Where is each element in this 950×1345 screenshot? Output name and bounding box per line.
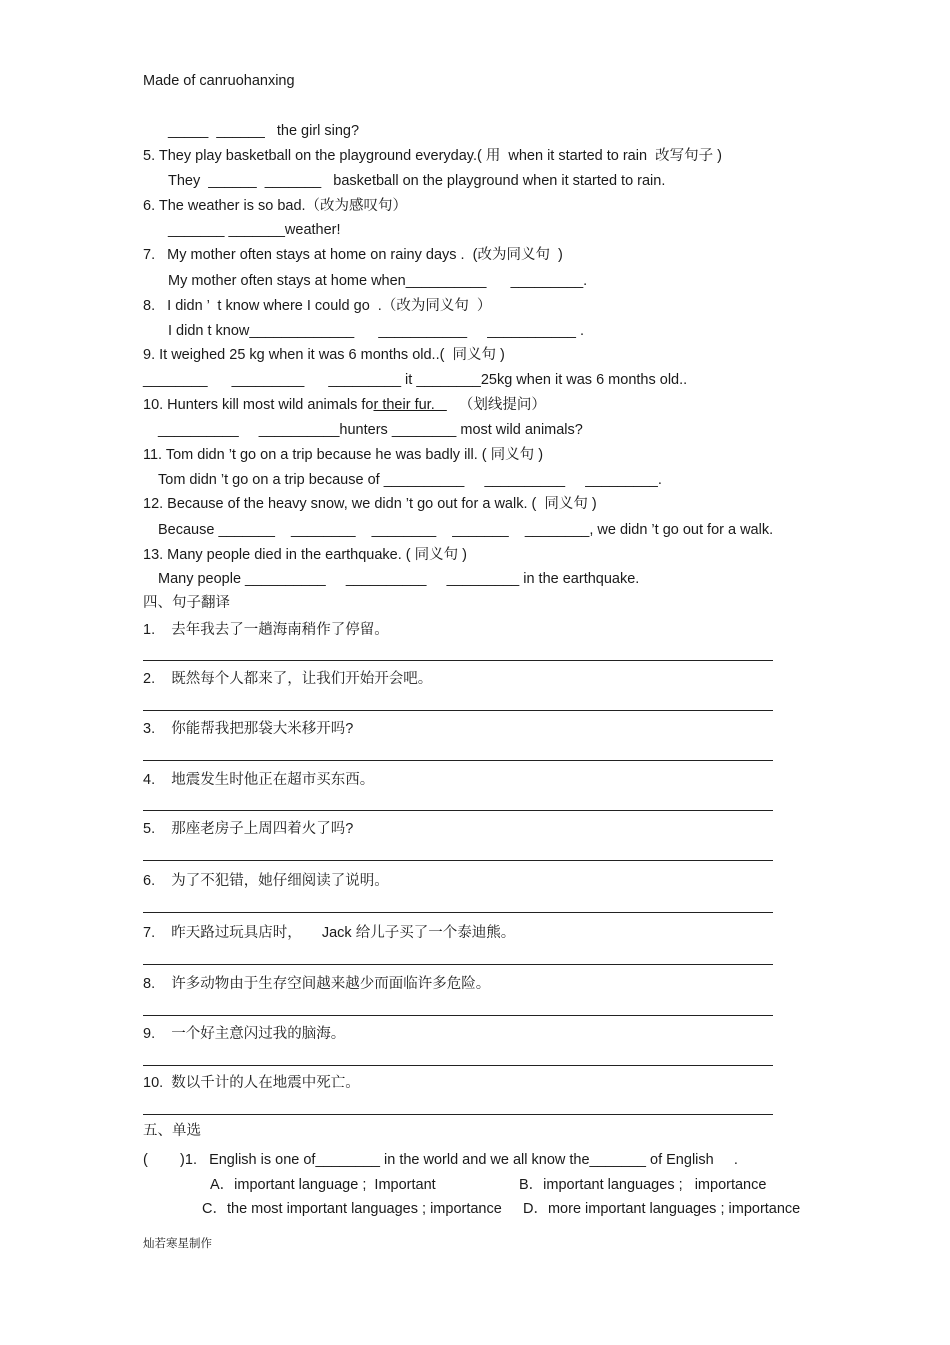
rewrite-line: _______ _______weather!: [168, 222, 341, 238]
mcq-option-a: A．important language ; Important: [210, 1177, 436, 1193]
rewrite-line: 11. Tom didn ’t go on a trip because he was badly ill. ( 同义句 ): [143, 447, 544, 463]
rewrite-line: 7. My mother often stays at home on rainy days . (改为同义句 ): [143, 247, 563, 263]
q10-instruction: （划线提问）: [446, 397, 546, 413]
rewrite-line: ________ _________ _________ it ________25kg when it was 6 months old..: [143, 372, 688, 388]
answer-line: [143, 710, 773, 711]
translation-item: 5. 那座老房子上周四着火了吗?: [143, 821, 354, 837]
mcq-question: ( )1. English is one of________ in the world and we all know the_______ of English .: [143, 1152, 738, 1168]
translation-item: 7. 昨天路过玩具店时， Jack 给儿子买了一个泰迪熊。: [143, 925, 516, 941]
rewrite-line: Tom didn ’t go on a trip because of __________ __________ _________.: [158, 472, 662, 488]
answer-line: [143, 1015, 773, 1016]
answer-line: [143, 1065, 773, 1066]
translation-item: 3. 你能帮我把那袋大米移开吗?: [143, 721, 354, 737]
section-heading: 四、句子翻译: [143, 595, 230, 611]
page-footer: 灿若寒星制作: [143, 1238, 212, 1250]
page-header: Made of canruohanxing: [143, 73, 295, 89]
answer-line: [143, 860, 773, 861]
q10-underlined-phrase: r their fur.: [373, 397, 447, 413]
translation-item: 10. 数以千计的人在地震中死亡。: [143, 1075, 360, 1091]
rewrite-line: 12. Because of the heavy snow, we didn ’t go out for a walk. ( 同义句 ): [143, 496, 597, 512]
translation-item: 1. 去年我去了一趟海南稍作了停留。: [143, 622, 389, 638]
rewrite-line: 9. It weighed 25 kg when it was 6 months old..( 同义句 ): [143, 347, 505, 363]
answer-line: [143, 912, 773, 913]
rewrite-line: 8. I didn ’ t know where I could go .（改为同义句 ）: [143, 298, 492, 314]
rewrite-line: __________ __________hunters ________ most wild animals?: [158, 422, 583, 438]
translation-item: 8. 许多动物由于生存空间越来越少而面临许多危险。: [143, 976, 491, 992]
answer-line: [143, 1114, 773, 1115]
translation-item: 6. 为了不犯错，她仔细阅读了说明。: [143, 873, 389, 889]
rewrite-line: My mother often stays at home when__________ _________.: [168, 273, 588, 289]
rewrite-line: 5. They play basketball on the playground everyday.( 用 when it started to rain 改写句子 ): [143, 148, 722, 164]
q10-prefix: 10. Hunters kill most wild animals fo: [143, 397, 374, 413]
mcq-option-d: D．more important languages ; importance: [523, 1201, 801, 1217]
rewrite-line: I didn t know_____________ ___________ ___________ .: [168, 323, 585, 339]
rewrite-line: _____ ______ the girl sing?: [168, 123, 360, 139]
mcq-option-b: B．important languages ; importance: [519, 1177, 767, 1193]
rewrite-line: 13. Many people died in the earthquake. ( 同义句 ): [143, 547, 468, 563]
answer-line: [143, 660, 773, 661]
mcq-option-c: C．the most important languages ; importance: [202, 1201, 502, 1217]
answer-line: [143, 810, 773, 811]
rewrite-line: Because _______ ________ ________ _______ ________, we didn ’t go out for a walk.: [158, 522, 774, 538]
translation-item: 2. 既然每个人都来了，让我们开始开会吧。: [143, 671, 433, 687]
answer-line: [143, 760, 773, 761]
translation-item: 4. 地震发生时他正在超市买东西。: [143, 772, 375, 788]
rewrite-line: Many people __________ __________ _________ in the earthquake.: [158, 571, 640, 587]
translation-item: 9. 一个好主意闪过我的脑海。: [143, 1026, 346, 1042]
rewrite-line: 6. The weather is so bad.（改为感叹句）: [143, 198, 408, 214]
rewrite-line: They ______ _______ basketball on the playground when it started to rain.: [168, 173, 666, 189]
rewrite-line-q10: [143, 396, 546, 414]
section-heading: 五、单选: [143, 1123, 201, 1139]
answer-line: [143, 964, 773, 965]
